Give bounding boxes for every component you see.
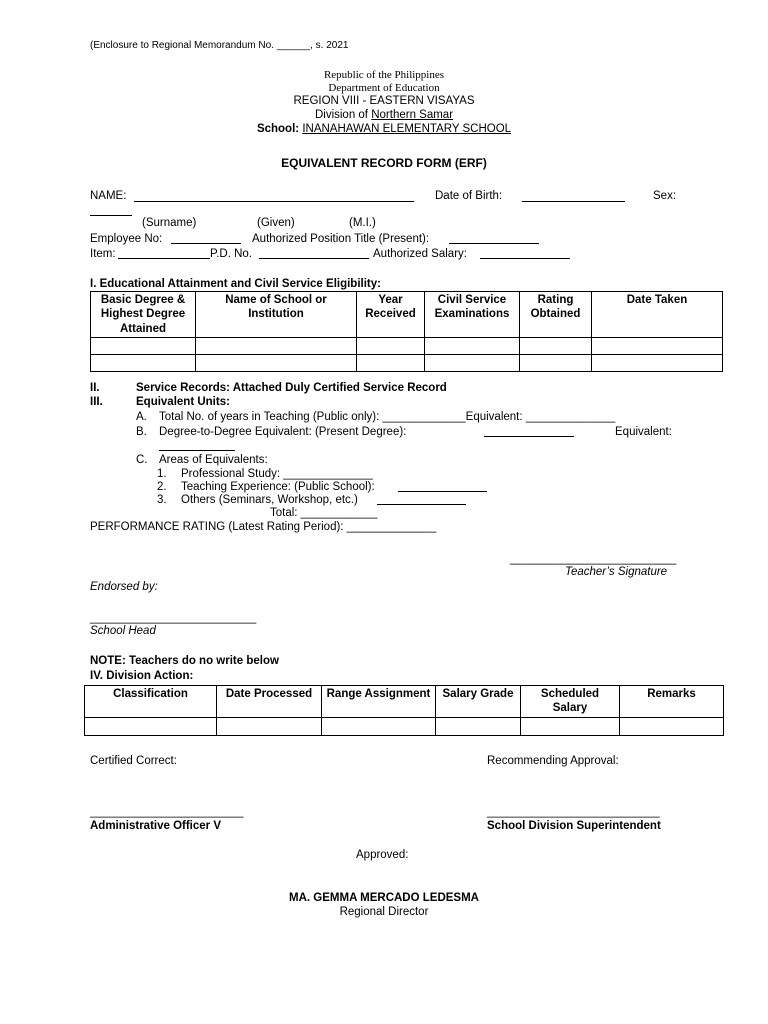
table-cell[interactable] [357, 355, 425, 372]
header-rating: Rating Obtained [520, 292, 592, 338]
degree-equivalent-field[interactable] [159, 438, 235, 451]
sex-field[interactable] [90, 203, 132, 216]
superintendent-signature-line: ___________________________ [487, 806, 660, 818]
item-c3-text: Others (Seminars, Workshop, etc.) [181, 494, 358, 506]
region-heading: REGION VIII - EASTERN VISAYAS [293, 95, 475, 107]
section-3-title: Equivalent Units: [136, 396, 230, 408]
header-range-assignment: Range Assignment [322, 686, 436, 718]
table-cell[interactable] [357, 338, 425, 355]
item-c2-text: Teaching Experience: (Public School): [181, 481, 375, 493]
item-a-text: Total No. of years in Teaching (Public only): _____________Equivalent: ______________ [159, 411, 616, 423]
employee-no-label: Employee No: [90, 233, 163, 245]
admin-officer-title: Administrative Officer V [90, 820, 222, 832]
header-scheduled-salary: Scheduled Salary [521, 686, 620, 718]
position-title-label: Authorized Position Title (Present): [252, 233, 430, 245]
note-text: NOTE: Teachers do no write below [90, 655, 279, 667]
school-prefix: School: [256, 123, 300, 135]
header-year: Year Received [357, 292, 425, 338]
item-c2-num: 2. [157, 481, 167, 493]
dob-field[interactable] [522, 189, 625, 202]
division-prefix: Division of [314, 109, 369, 121]
teacher-signature-caption: Teacher’s Signature [565, 566, 668, 578]
table-cell[interactable] [592, 338, 723, 355]
division-table-header [85, 686, 724, 718]
header-school: Name of School or Institution [196, 292, 357, 338]
teaching-experience-field[interactable] [398, 479, 487, 492]
mi-caption: (M.I.) [349, 217, 376, 229]
header-remarks: Remarks [620, 686, 724, 718]
table-cell[interactable] [520, 355, 592, 372]
approved-label: Approved: [356, 849, 409, 861]
header-date-processed: Date Processed [217, 686, 322, 718]
dob-label: Date of Birth: [435, 190, 503, 202]
salary-label: Authorized Salary: [373, 248, 467, 260]
admin-signature-line: ________________________ [90, 806, 244, 818]
section-2-num: II. [90, 382, 100, 394]
item-c1-text: Professional Study: ______________ [181, 468, 373, 480]
table-cell[interactable] [196, 338, 357, 355]
table-row [85, 717, 724, 735]
item-c1-num: 1. [157, 468, 167, 480]
salary-field[interactable] [480, 246, 570, 259]
name-label: NAME: [90, 190, 127, 202]
division-action-title: IV. Division Action: [90, 670, 194, 682]
item-c3-num: 3. [157, 494, 167, 506]
item-c-text: Areas of Equivalents: [159, 454, 268, 466]
item-label: Item: [90, 248, 116, 260]
sex-label: Sex: [653, 190, 677, 202]
school-name: INANAHAWAN ELEMENTARY SCHOOL [302, 123, 512, 135]
others-field[interactable] [377, 492, 466, 505]
superintendent-title: School Division Superintendent [487, 820, 661, 832]
division-name: Northern Samar [371, 109, 454, 121]
table-cell[interactable] [91, 355, 196, 372]
item-b-letter: B. [136, 426, 147, 438]
certified-correct-label: Certified Correct: [90, 755, 177, 767]
present-degree-field[interactable] [484, 424, 574, 437]
school-head-line: __________________________ [90, 612, 257, 624]
section-2-text: Service Records: Attached Duly Certified Service Record [136, 382, 447, 394]
table-cell[interactable] [620, 717, 724, 735]
header-salary-grade: Salary Grade [436, 686, 521, 718]
header-degree: Basic Degree & Highest Degree Attained [91, 292, 196, 338]
pd-no-label: P.D. No. [210, 248, 252, 260]
department-heading: Department of Education [328, 82, 440, 94]
school-head-caption: School Head [90, 625, 156, 637]
enclosure-note: (Enclosure to Regional Memorandum No. ______, s. 2021 [90, 40, 349, 51]
form-title: EQUIVALENT RECORD FORM (ERF) [281, 156, 487, 170]
total-line: Total: ____________ [270, 507, 378, 519]
table-cell[interactable] [520, 338, 592, 355]
surname-caption: (Surname) [142, 217, 197, 229]
director-name: MA. GEMMA MERCADO LEDESMA [289, 892, 479, 904]
position-title-field[interactable] [449, 231, 539, 244]
pd-no-field[interactable] [259, 246, 369, 259]
endorsed-by: Endorsed by: [90, 581, 158, 593]
name-field[interactable] [134, 189, 414, 202]
table-row [91, 355, 723, 372]
table-cell[interactable] [592, 355, 723, 372]
education-table [90, 291, 723, 372]
employee-no-field[interactable] [171, 231, 241, 244]
header-date-taken: Date Taken [592, 292, 723, 338]
table-cell[interactable] [425, 338, 520, 355]
given-caption: (Given) [257, 217, 295, 229]
header-classification: Classification [85, 686, 217, 718]
teacher-signature-line: __________________________ [510, 553, 677, 565]
table-cell[interactable] [91, 338, 196, 355]
item-c-letter: C. [136, 454, 148, 466]
item-b-text: Degree-to-Degree Equivalent: (Present Degree): [159, 426, 407, 438]
table-cell[interactable] [217, 717, 322, 735]
performance-rating: PERFORMANCE RATING (Latest Rating Period): ______________ [90, 521, 437, 533]
item-b-equivalent: Equivalent: [615, 426, 672, 438]
table-cell[interactable] [436, 717, 521, 735]
table-cell[interactable] [521, 717, 620, 735]
table-cell[interactable] [85, 717, 217, 735]
education-table-header [91, 292, 723, 338]
director-title: Regional Director [339, 906, 429, 918]
republic-heading: Republic of the Philippines [323, 69, 445, 81]
section-1-title: I. Educational Attainment and Civil Service Eligibility: [90, 278, 381, 290]
item-field[interactable] [118, 246, 210, 259]
table-cell[interactable] [322, 717, 436, 735]
division-action-table [84, 685, 724, 736]
section-3-num: III. [90, 396, 103, 408]
table-cell[interactable] [425, 355, 520, 372]
table-cell[interactable] [196, 355, 357, 372]
item-a-letter: A. [136, 411, 147, 423]
school-line [0, 123, 768, 136]
header-exam: Civil Service Examinations [425, 292, 520, 338]
recommending-approval-label: Recommending Approval: [487, 755, 619, 767]
table-row [91, 338, 723, 355]
division-line [0, 109, 768, 122]
